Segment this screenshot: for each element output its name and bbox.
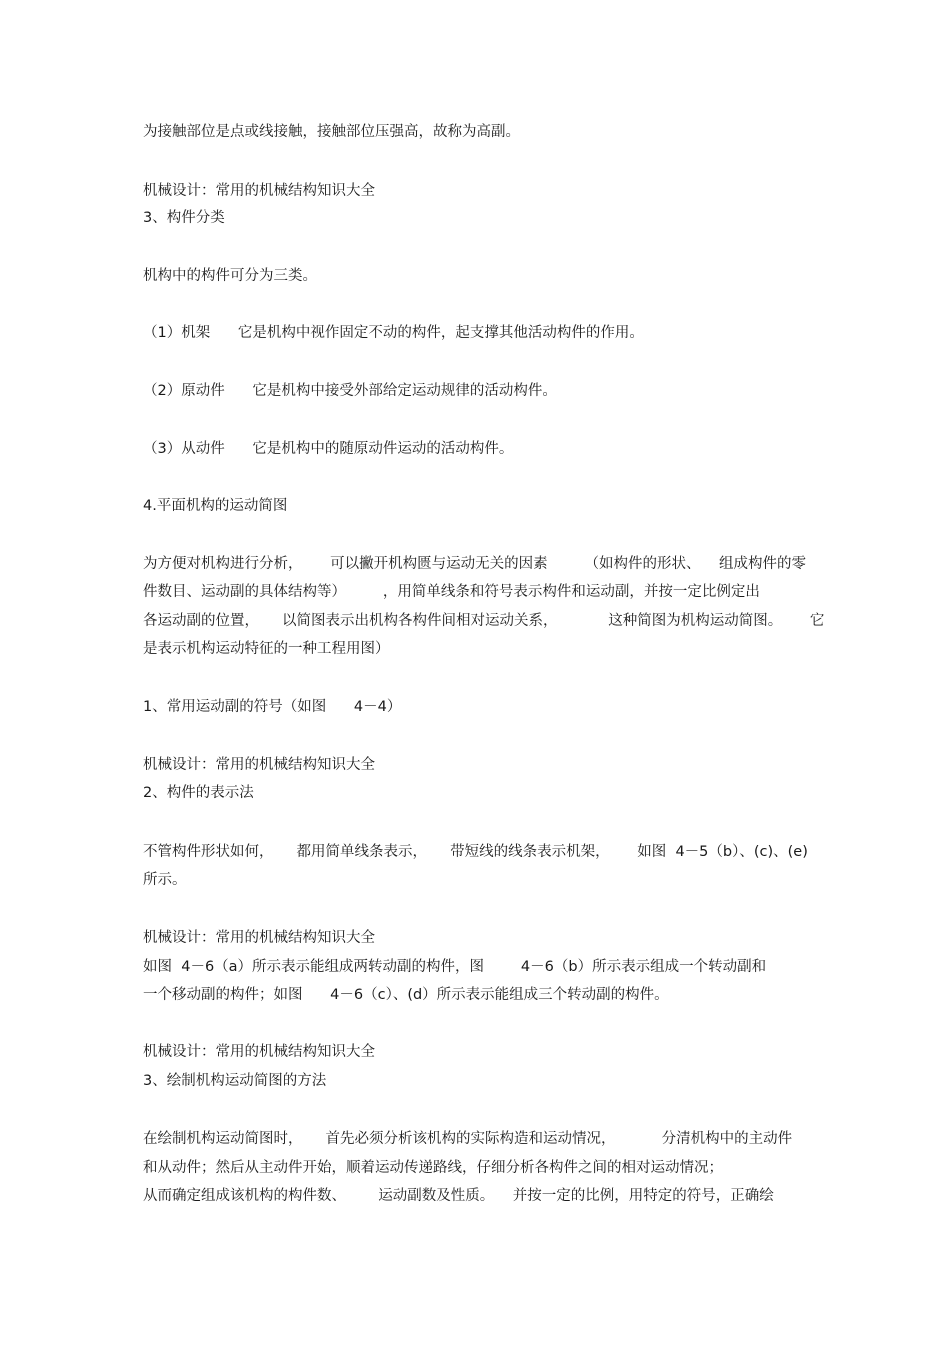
section-heading: 机械设计：常用的机械结构知识大全 (143, 1044, 375, 1060)
text-line: 各运动副的位置， 以简图表示出机构各构件间相对运动关系， 这种简图为机构运动简图。 它 (143, 613, 825, 629)
subsection-heading: 3、绘制机构运动简图的方法 (143, 1073, 327, 1089)
list-item: （2）原动件 它是机构中接受外部给定运动规律的活动构件。 (143, 383, 557, 399)
text-line: 为接触部位是点或线接触，接触部位压强高，故称为高副。 (143, 124, 520, 140)
text-line: 件数目、运动副的具体结构等） ，用简单线条和符号表示构件和运动副，并按一定比例定出 (143, 584, 760, 600)
text-line: 机构中的构件可分为三类。 (143, 268, 317, 284)
section-heading: 机械设计：常用的机械结构知识大全 (143, 930, 375, 946)
text-line: 在绘制机构运动简图时， 首先必须分析该机构的实际构造和运动情况， 分清机构中的主动件 (143, 1131, 793, 1147)
text-line: 从而确定组成该机构的构件数、 运动副数及性质。 并按一定的比例，用特定的符号，正确绘 (143, 1188, 774, 1204)
subsection-heading: 2、构件的表示法 (143, 785, 254, 801)
list-item: （3）从动件 它是机构中的随原动件运动的活动构件。 (143, 441, 514, 457)
text-line: 不管构件形状如何， 都用简单线条表示， 带短线的线条表示机架， 如图 4－5（b）、(c)、(e) (143, 844, 808, 860)
section-heading: 机械设计：常用的机械结构知识大全 (143, 183, 375, 199)
text-line: 和从动件；然后从主动件开始，顺着运动传递路线，仔细分析各构件之间的相对运动情况； (143, 1160, 723, 1176)
list-item: （1）机架 它是机构中视作固定不动的构件，起支撑其他活动构件的作用。 (143, 325, 644, 341)
text-line: 是表示机构运动特征的一种工程用图） (143, 641, 390, 657)
text-line: 所示。 (143, 872, 187, 888)
text-line: 如图 4－6（a）所示表示能组成两转动副的构件，图 4－6（b）所示表示组成一个转动副和 (143, 959, 767, 975)
text-line: 一个移动副的构件；如图 4－6（c）、(d）所示表示能组成三个转动副的构件。 (143, 987, 669, 1003)
subsection-heading: 4.平面机构的运动简图 (143, 498, 288, 514)
text-line: 1、常用运动副的符号（如图 4－4） (143, 699, 402, 715)
text-line: 为方便对机构进行分析， 可以撇开机构匮与运动无关的因素 （如构件的形状、 组成构件的零 (143, 556, 806, 572)
subsection-heading: 3、构件分类 (143, 210, 225, 226)
section-heading: 机械设计：常用的机械结构知识大全 (143, 757, 375, 773)
